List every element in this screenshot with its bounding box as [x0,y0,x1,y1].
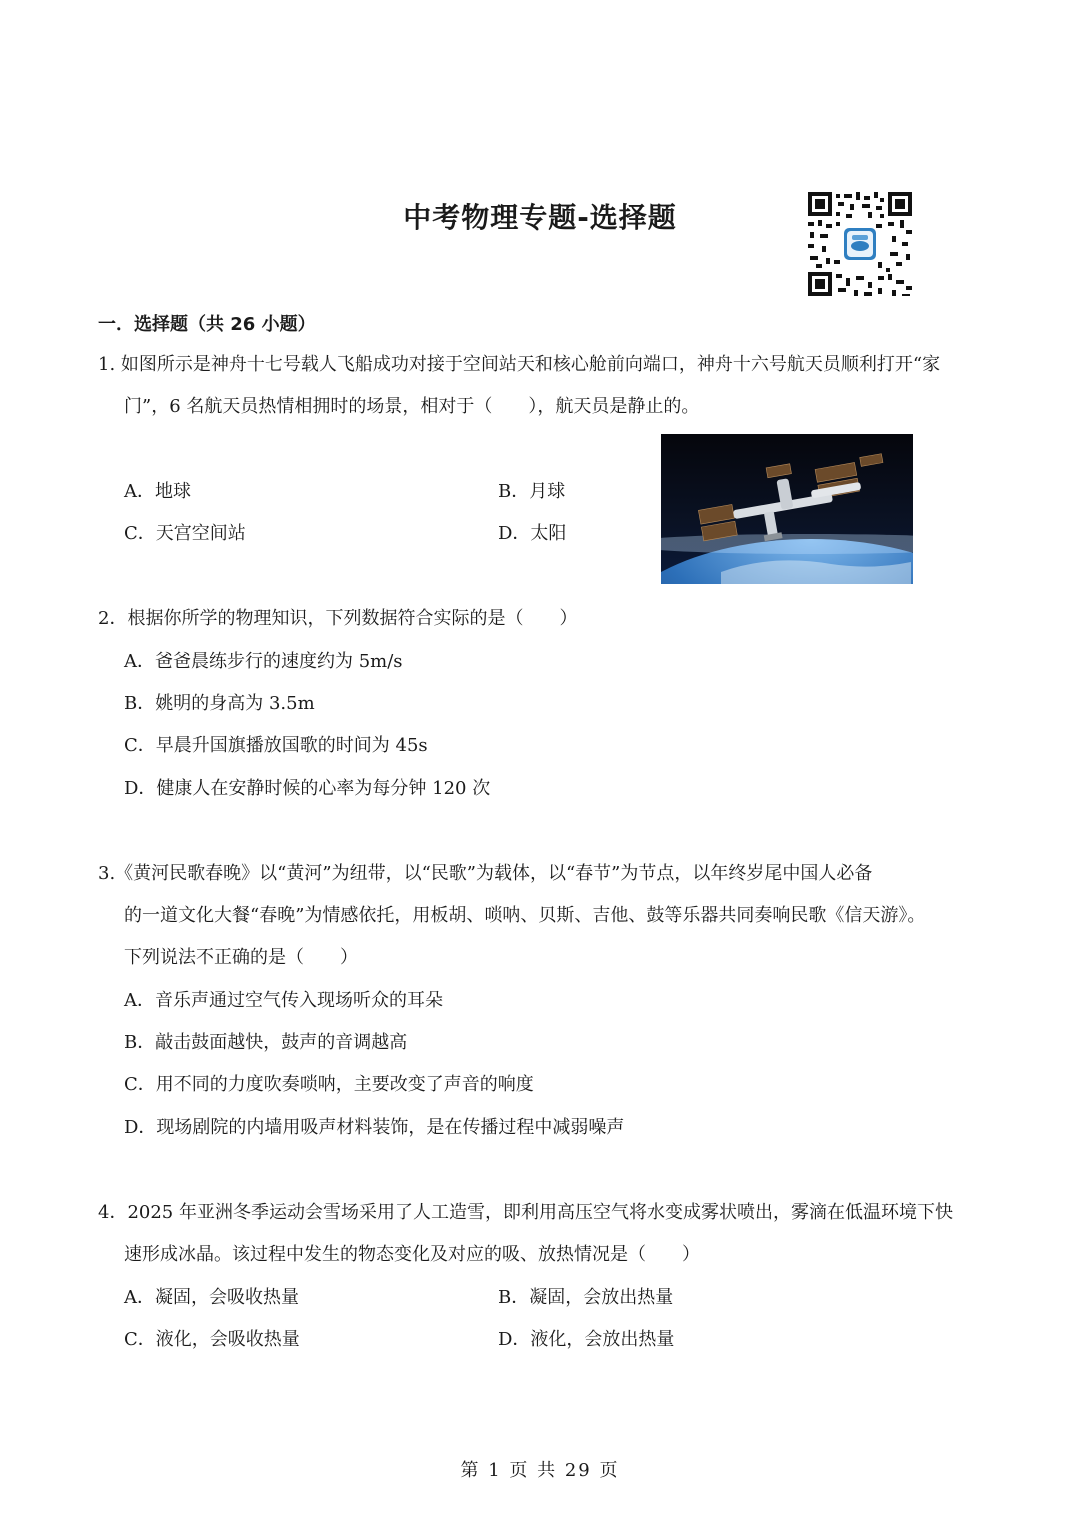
question-1-stem-line-1: 1. 如图所示是神舟十七号载人飞船成功对接于空间站天和核心舱前向端口，神舟十六号航天员顺利打开“家 [98,354,941,375]
question-1-option-d: D．太阳 [498,523,567,544]
question-2-option-b: B．姚明的身高为 3.5m [124,693,315,714]
question-2-option-c: C．早晨升国旗播放国歌的时间为 45s [124,735,428,756]
question-4-option-c: C．液化，会吸收热量 [124,1329,300,1350]
question-1-option-a: A．地球 [124,481,191,502]
question-1-option-c: C．天宫空间站 [124,523,246,544]
question-2-option-d: D．健康人在安静时候的心率为每分钟 120 次 [124,778,491,799]
question-3-stem-line-2: 的一道文化大餐“春晚”为情感依托，用板胡、唢呐、贝斯、吉他、鼓等乐器共同奏响民歌《信天游》。 [124,905,926,926]
question-3-option-c: C．用不同的力度吹奏唢呐，主要改变了声音的响度 [124,1074,534,1095]
question-3-option-b: B．敲击鼓面越快，鼓声的音调越高 [124,1032,408,1053]
question-3-stem-line-1: 3.《黄河民歌春晚》以“黄河”为纽带，以“民歌”为载体，以“春节”为节点，以年终岁尾中国人必备 [98,863,873,884]
question-3-option-d: D．现场剧院的内墙用吸声材料装饰，是在传播过程中减弱噪声 [124,1117,625,1138]
question-4-option-b: B．凝固，会放出热量 [498,1287,674,1308]
qr-code-icon [806,190,914,298]
question-1-stem-line-2: 门”，6 名航天员热情相拥时的场景，相对于（ ），航天员是静止的。 [124,396,700,417]
question-4-option-a: A．凝固，会吸收热量 [124,1287,299,1308]
question-3-stem-line-3: 下列说法不正确的是（ ） [124,947,358,968]
question-1-option-b: B．月球 [498,481,566,502]
question-4-option-d: D．液化，会放出热量 [498,1329,675,1350]
section-heading: 一．选择题（共 26 小题） [98,314,316,335]
page-number: 第 1 页 共 29 页 [460,1460,620,1481]
question-2-stem: 2．根据你所学的物理知识，下列数据符合实际的是（ ） [98,608,578,629]
question-2-option-a: A．爸爸晨练步行的速度约为 5m/s [124,651,403,672]
question-4-stem-line-1: 4．2025 年亚洲冬季运动会雪场采用了人工造雪，即利用高压空气将水变成雾状喷出，雾滴在低温环境下快 [98,1202,953,1223]
question-4-stem-line-2: 速形成冰晶。该过程中发生的物态变化及对应的吸、放热情况是（ ） [124,1244,700,1265]
space-station-image [661,434,913,584]
question-3-option-a: A．音乐声通过空气传入现场听众的耳朵 [124,990,443,1011]
page-title: 中考物理专题-选择题 [403,201,677,234]
